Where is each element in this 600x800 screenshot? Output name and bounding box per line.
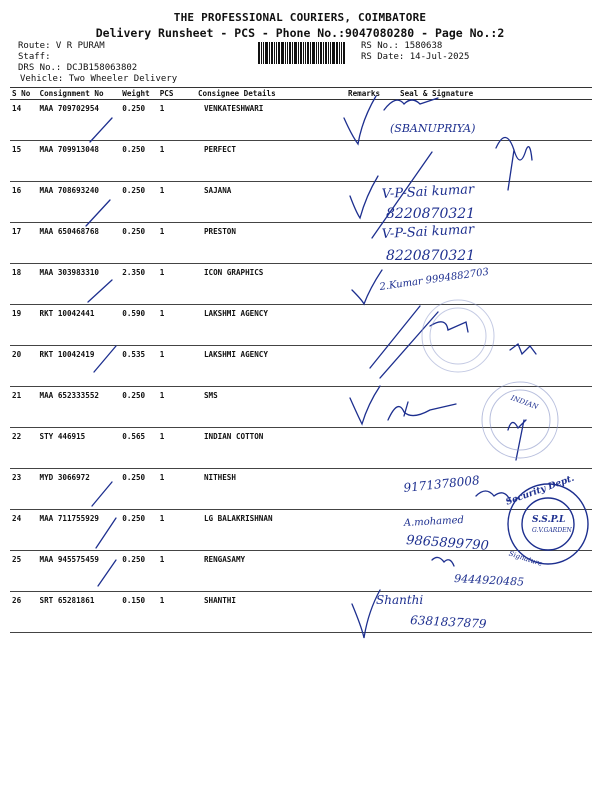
row-consignee: LAKSHMI AGENCY (196, 305, 346, 346)
row-weight: 0.150 (120, 592, 157, 633)
row-consignment: RKT 10042419 (38, 346, 121, 387)
row-signature (382, 305, 592, 346)
table-row (10, 100, 592, 141)
row-remarks (346, 387, 382, 428)
row-pcs: 1 (158, 510, 196, 551)
route-label: Route: V R PURAM (18, 41, 105, 51)
row-pcs: 1 (158, 264, 196, 305)
sig-row17a: V-P-Sai kumar (381, 222, 475, 242)
row-consignee: PRESTON (196, 223, 346, 264)
stamp-indian: INDIAN (509, 393, 540, 412)
row-remarks (346, 223, 382, 264)
col-consignment: Consignment No (38, 88, 121, 100)
row-consignee: RENGASAMY (196, 551, 346, 592)
row-weight: 0.250 (120, 387, 157, 428)
col-weight: Weight (120, 88, 157, 100)
col-sno: S No (10, 88, 38, 100)
sig-row24a: A.mohamed (403, 514, 465, 529)
row-sno: 25 (10, 551, 38, 592)
row-weight: 0.250 (120, 141, 157, 182)
row-signature (382, 592, 592, 633)
row-remarks (346, 592, 382, 633)
row-consignee: NITHESH (196, 469, 346, 510)
row-signature (382, 100, 592, 141)
row-weight: 0.590 (120, 305, 157, 346)
row-consignee: INDIAN COTTON (196, 428, 346, 469)
row-sno: 22 (10, 428, 38, 469)
row-consignment: MAA 945575459 (38, 551, 121, 592)
col-signature: Seal & Signature (382, 88, 592, 100)
row-signature (382, 387, 592, 428)
row-consignee: ICON GRAPHICS (196, 264, 346, 305)
sig-row18: 2.Kumar 9994882703 (378, 266, 490, 293)
company-title: THE PROFESSIONAL COURIERS, COIMBATORE (173, 11, 427, 24)
rs-number: RS No.: 1580638 (361, 41, 443, 51)
row-sno: 19 (10, 305, 38, 346)
row-consignment: MAA 303983310 (38, 264, 121, 305)
row-remarks (346, 428, 382, 469)
sig-row23: 9171378008 (402, 473, 481, 495)
sig-row17b: 8220870321 (386, 248, 476, 264)
table-row (10, 551, 592, 592)
row-sno: 18 (10, 264, 38, 305)
row-consignee: SAJANA (196, 182, 346, 223)
sig-row16a: V-P-Sai kumar (381, 182, 475, 202)
row-consignment: MAA 708693240 (38, 182, 121, 223)
row-signature (382, 510, 592, 551)
runsheet-table (10, 87, 592, 633)
sig-row16b: 8220870321 (386, 206, 476, 222)
row-remarks (346, 510, 382, 551)
row-sno: 26 (10, 592, 38, 633)
row-pcs: 1 (158, 387, 196, 428)
row-consignee: LAKSHMI AGENCY (196, 346, 346, 387)
row-consignment: MAA 652333552 (38, 387, 121, 428)
row-pcs: 1 (158, 469, 196, 510)
col-consignee: Consignee Details (196, 88, 346, 100)
row-remarks (346, 551, 382, 592)
row-weight: 0.250 (120, 510, 157, 551)
row-remarks (346, 182, 382, 223)
sig-row25: 9444920485 (453, 572, 525, 589)
row-sno: 24 (10, 510, 38, 551)
table-header-row (10, 88, 592, 100)
table-row (10, 428, 592, 469)
rs-date: RS Date: 14-Jul-2025 (361, 52, 470, 62)
stamp-security-sub: G.V.GARDEN (532, 527, 572, 534)
stamp-security-mid: S.S.P.L (532, 515, 566, 525)
row-remarks (346, 346, 382, 387)
sig-row26b: 6381837879 (409, 613, 487, 631)
table-row (10, 223, 592, 264)
row-pcs: 1 (158, 141, 196, 182)
table-row (10, 469, 592, 510)
row-weight: 0.535 (120, 346, 157, 387)
table-row (10, 264, 592, 305)
row-remarks (346, 469, 382, 510)
row-sno: 17 (10, 223, 38, 264)
row-consignment: STY 446915 (38, 428, 121, 469)
row-pcs: 1 (158, 551, 196, 592)
row-consignee: PERFECT (196, 141, 346, 182)
row-weight: 0.250 (120, 223, 157, 264)
row-consignee: SMS (196, 387, 346, 428)
row-signature (382, 428, 592, 469)
barcode (258, 42, 352, 64)
sig-row26a: Shanthi (376, 593, 424, 607)
row-signature (382, 264, 592, 305)
row-consignment: MYD 3066972 (38, 469, 121, 510)
row-sno: 23 (10, 469, 38, 510)
row-consignment: MAA 709702954 (38, 100, 121, 141)
row-signature (382, 551, 592, 592)
runsheet-subtitle: Delivery Runsheet - PCS - Phone No.:9047080280 - Page No.:2 (95, 26, 505, 40)
row-sno: 16 (10, 182, 38, 223)
row-signature (382, 141, 592, 182)
row-weight: 0.565 (120, 428, 157, 469)
row-sno: 14 (10, 100, 38, 141)
staff-label: Staff: (18, 52, 51, 62)
row-pcs: 1 (158, 305, 196, 346)
row-weight: 0.250 (120, 551, 157, 592)
row-consignment: MAA 650468768 (38, 223, 121, 264)
sig-row24b: 9865899790 (405, 533, 490, 554)
row-pcs: 1 (158, 223, 196, 264)
row-consignee: VENKATESHWARI (196, 100, 346, 141)
row-consignee: SHANTHI (196, 592, 346, 633)
row-signature (382, 346, 592, 387)
row-pcs: 1 (158, 346, 196, 387)
row-weight: 0.250 (120, 182, 157, 223)
stamp-security-top: Security Dept. (504, 473, 576, 508)
row-sno: 15 (10, 141, 38, 182)
row-weight: 0.250 (120, 469, 157, 510)
row-consignee: LG BALAKRISHNAN (196, 510, 346, 551)
row-remarks (346, 141, 382, 182)
row-signature (382, 469, 592, 510)
table-row (10, 305, 592, 346)
row-signature (382, 223, 592, 264)
table-row (10, 387, 592, 428)
row-pcs: 1 (158, 100, 196, 141)
row-pcs: 1 (158, 592, 196, 633)
stamp-security-bottom: Signature (507, 549, 544, 569)
table-row (10, 346, 592, 387)
col-pcs: PCS (158, 88, 196, 100)
table-row (10, 182, 592, 223)
row-consignment: RKT 10042441 (38, 305, 121, 346)
row-signature (382, 182, 592, 223)
row-remarks (346, 305, 382, 346)
row-weight: 2.350 (120, 264, 157, 305)
table-row (10, 592, 592, 633)
row-pcs: 1 (158, 182, 196, 223)
vehicle-label: Vehicle: Two Wheeler Delivery (20, 74, 178, 84)
col-remarks: Remarks (348, 89, 381, 98)
table-row (10, 510, 592, 551)
row-sno: 21 (10, 387, 38, 428)
row-pcs: 1 (158, 428, 196, 469)
row-remarks (346, 100, 382, 141)
row-weight: 0.250 (120, 100, 157, 141)
row-consignment: MAA 709913048 (38, 141, 121, 182)
sig-row14: (SBANUPRIYA) (390, 122, 476, 135)
row-consignment: MAA 711755929 (38, 510, 121, 551)
row-sno: 20 (10, 346, 38, 387)
row-consignment: SRT 65281861 (38, 592, 121, 633)
table-row (10, 141, 592, 182)
row-remarks (346, 264, 382, 305)
drs-number: DRS No.: DCJB158063802 (18, 63, 138, 73)
